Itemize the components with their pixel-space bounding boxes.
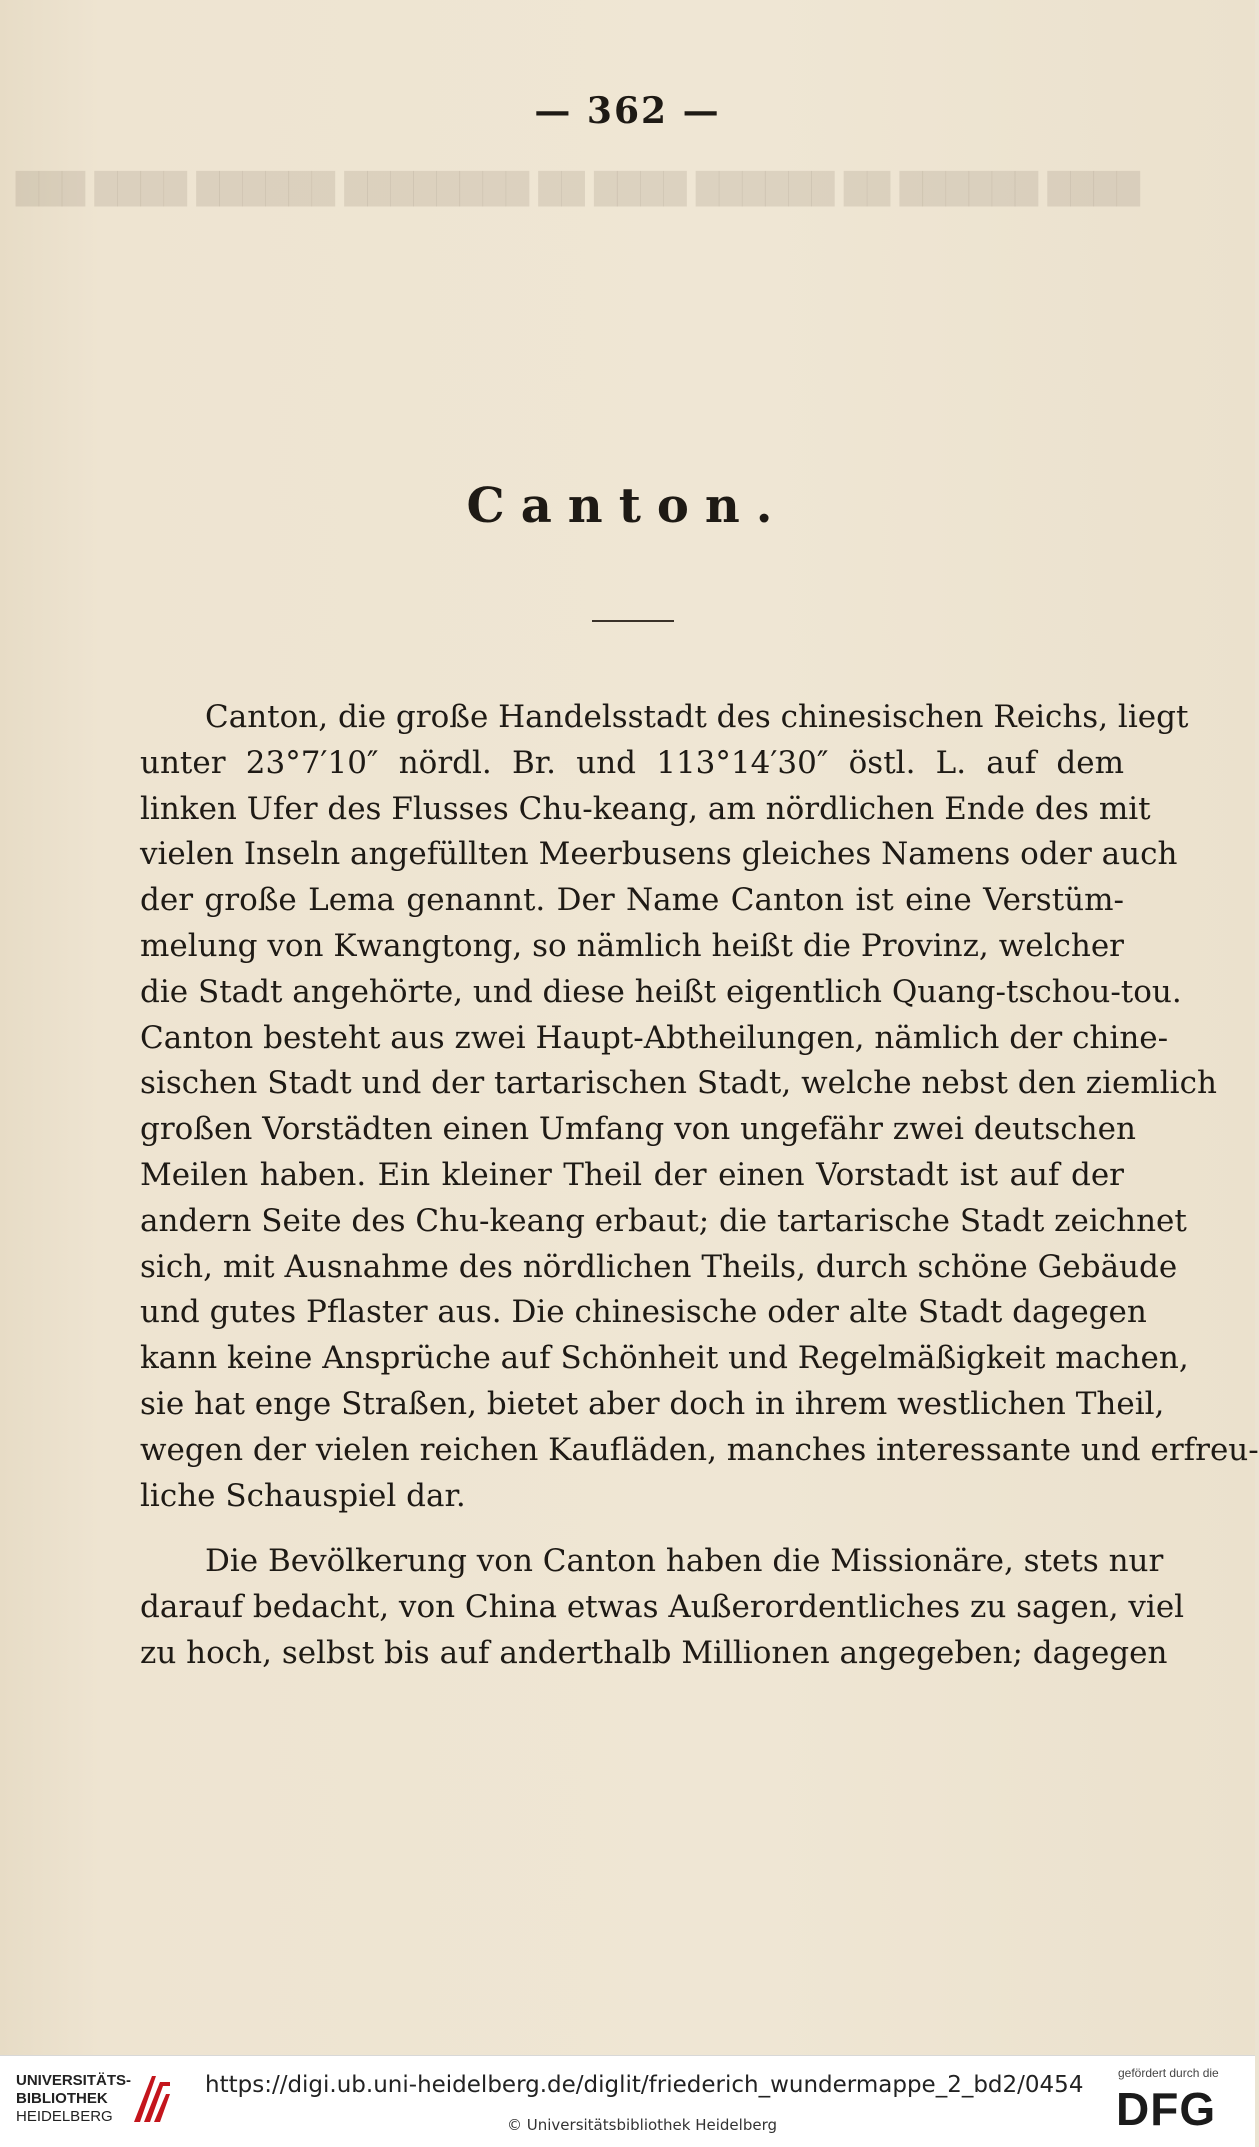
permalink-url[interactable]: https://digi.ub.uni-heidelberg.de/diglit/friederich_wundermappe_2_bd2/0454 <box>205 2072 1084 2098</box>
text-line: kann keine Ansprüche auf Schönheit und Regelmäßigkeit machen, <box>140 1340 1189 1377</box>
text-line: Meilen haben. Ein kleiner Theil der einen Vorstadt ist auf der <box>140 1156 1124 1193</box>
text-line: der große Lema genannt. Der Name Canton ist eine Verstüm- <box>140 882 1124 919</box>
text-line: andern Seite des Chu-keang erbaut; die tartarische Stadt zeichnet <box>140 1202 1187 1239</box>
text-line: sie hat enge Straßen, bietet aber doch in ihrem westlichen Theil, <box>140 1385 1165 1422</box>
library-name <box>16 2072 131 2126</box>
library-line: BIBLIOTHEK <box>16 2090 108 2107</box>
text-line: die Stadt angehörte, und diese heißt eigentlich Quang-tschou-tou. <box>140 973 1182 1010</box>
dfg-logo: DFG <box>1116 2083 1217 2135</box>
paragraph-gap <box>140 1519 1124 1539</box>
text-line: und gutes Pflaster aus. Die chinesische oder alte Stadt dagegen <box>140 1294 1147 1331</box>
text-line: zu hoch, selbst bis auf anderthalb Millionen angegeben; dagegen <box>140 1634 1168 1671</box>
chapter-title: Canton. <box>466 478 789 534</box>
page-number: — 362 — <box>534 90 721 132</box>
title-rule <box>592 620 674 622</box>
funding-note: gefördert durch die <box>1118 2066 1219 2080</box>
text-line: Die Bevölkerung von Canton haben die Missionäre, stets nur <box>205 1543 1164 1580</box>
body-text <box>140 695 1259 1677</box>
text-line: linken Ufer des Flusses Chu-keang, am nördlichen Ende des mit <box>140 790 1151 827</box>
text-line: wegen der vielen reichen Kaufläden, manches interessante und erfreu- <box>140 1431 1259 1468</box>
paragraph-2 <box>140 1539 1185 1676</box>
text-line: großen Vorstädten einen Umfang von ungefähr zwei deutschen <box>140 1111 1136 1148</box>
text-line: sich, mit Ausnahme des nördlichen Theils, durch schöne Gebäude <box>140 1248 1178 1285</box>
text-line: melung von Kwangtong, so nämlich heißt die Provinz, welcher <box>140 927 1124 964</box>
library-line: UNIVERSITÄTS- <box>16 2072 132 2089</box>
paragraph-1 <box>140 695 1259 1519</box>
library-logo-icon <box>130 2072 174 2126</box>
text-line: Canton besteht aus zwei Haupt-Abtheilungen, nämlich der chine- <box>140 1019 1169 1056</box>
text-line: unter 23°7′10″ nördl. Br. und 113°14′30″ östl. L. auf dem <box>140 744 1124 781</box>
library-line: HEIDELBERG <box>16 2108 113 2125</box>
show-through-bleed: ████ ██████ ██ ██████ ████ ██ ████████ ██████ ████ ███ <box>15 172 1140 207</box>
copyright-notice: © Universitätsbibliothek Heidelberg <box>507 2116 778 2134</box>
text-line: sischen Stadt und der tartarischen Stadt, welche nebst den ziemlich <box>140 1065 1217 1102</box>
text-line: darauf bedacht, von China etwas Außerordentliches zu sagen, viel <box>140 1589 1185 1626</box>
text-line: liche Schauspiel dar. <box>140 1477 466 1514</box>
viewer-footer <box>0 2055 1255 2147</box>
text-line: vielen Inseln angefüllten Meerbusens gleiches Namens oder auch <box>140 836 1178 873</box>
text-line: Canton, die große Handelsstadt des chinesischen Reichs, liegt <box>205 699 1189 735</box>
